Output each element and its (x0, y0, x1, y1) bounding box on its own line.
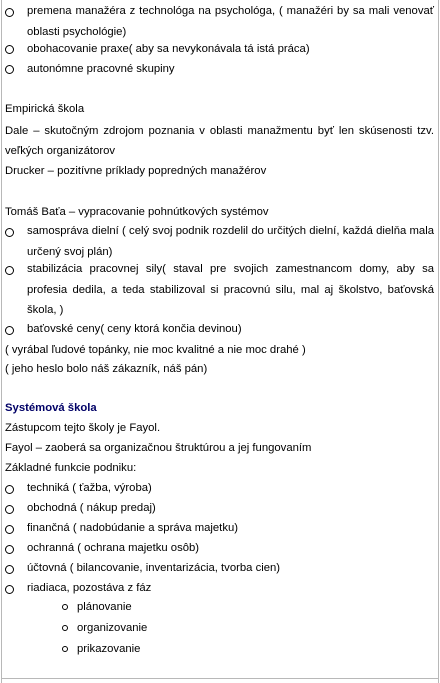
paragraph: ( jeho heslo bolo náš zákazník, náš pán) (5, 363, 208, 375)
paragraph: Dale – skutočným zdrojom poznania v oblasti manažmentu byť len skúsenosti tzv. veľkých organizátorov (5, 125, 434, 157)
bullet-icon (5, 326, 14, 335)
sub-bullet-icon (62, 646, 68, 652)
list-item: riadiaca, pozostáva z fáz (27, 582, 152, 594)
paragraph: Zástupcom tejto školy je Fayol. (5, 422, 161, 434)
sub-list-item: organizovanie (77, 622, 148, 634)
list-item: baťovské ceny( ceny ktorá končia devinou) (27, 323, 242, 335)
bullet-icon (5, 65, 14, 74)
paragraph: Drucker – pozitívne príklady popredných manažérov (5, 165, 267, 177)
bullet-icon (5, 228, 14, 237)
paragraph: Fayol – zaoberá sa organizačnou štruktúrou a jej fungovaním (5, 442, 312, 454)
list-item: autonómne pracovné skupiny (27, 63, 175, 75)
paragraph: ( vyrábal ľudové topánky, nie moc kvalitné a nie moc drahé ) (5, 344, 306, 356)
bullet-icon (5, 545, 14, 554)
page-border-right (438, 0, 439, 683)
page-border-left (1, 0, 2, 683)
list-item: ochranná ( ochrana majetku osôb) (27, 542, 200, 554)
paragraph: Základné funkcie podniku: (5, 462, 137, 474)
bullet-icon (5, 585, 14, 594)
list-item: stabilizácia pracovnej sily( staval pre svojich zamestnancom domy, aby sa profesia dedila, a teda stabilizoval si pracovnú silu, mal aj školstvo, baťovská škola, ) (27, 263, 434, 316)
list-item: finančná ( nadobúdanie a správa majetku) (27, 522, 239, 534)
list-item: účtovná ( bilancovanie, inventarizácia, tvorba cien) (27, 562, 281, 574)
section-title: Empirická škola (5, 103, 85, 115)
sub-list-item: prikazovanie (77, 643, 141, 655)
bullet-icon (5, 45, 14, 54)
section-heading: Systémová škola (5, 402, 97, 414)
page-border-bottom (1, 678, 439, 679)
list-item: techniká ( ťažba, výroba) (27, 482, 152, 494)
bullet-icon (5, 525, 14, 534)
bullet-icon (5, 8, 14, 17)
paragraph: Tomáš Baťa – vypracovanie pohnútkových systémov (5, 206, 269, 218)
bullet-icon (5, 565, 14, 574)
sub-bullet-icon (62, 625, 68, 631)
list-item: obohacovanie praxe( aby sa nevykonávala tá istá práca) (27, 43, 310, 55)
list-item: premena manažéra z technológa na psychológa, ( manažéri by sa mali venovať oblasti psychológie) (27, 5, 434, 38)
list-item: obchodná ( nákup predaj) (27, 502, 156, 514)
bullet-icon (5, 505, 14, 514)
sub-list-item: plánovanie (77, 601, 132, 613)
sub-bullet-icon (62, 604, 68, 610)
list-item: samospráva dielní ( celý svoj podnik rozdelil do určitých dielní, každá dielňa mala určený svoj plán) (27, 225, 434, 258)
bullet-icon (5, 485, 14, 494)
bullet-icon (5, 266, 14, 275)
